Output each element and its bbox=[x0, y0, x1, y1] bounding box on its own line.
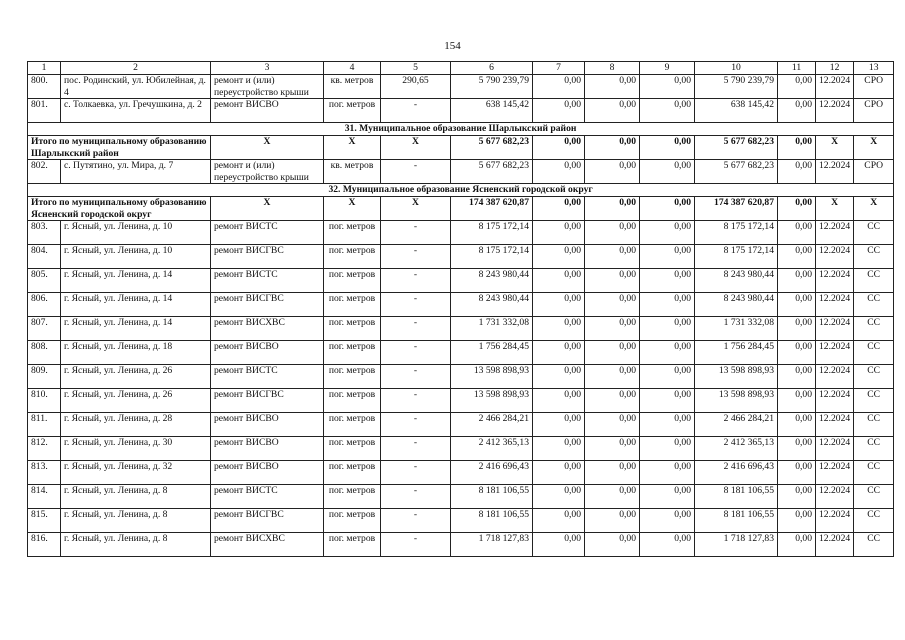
table-row bbox=[28, 221, 894, 245]
work-type-cell: ремонт ВИСВО bbox=[211, 461, 324, 485]
amount-cell-8: 0,00 bbox=[585, 389, 640, 413]
amount-cell-9: 0,00 bbox=[640, 509, 695, 533]
method-cell: СС bbox=[854, 293, 894, 317]
total-cost-cell: 2 466 284,21 bbox=[451, 413, 533, 437]
amount-cell-10: 8 243 980,44 bbox=[695, 293, 778, 317]
date-cell: 12.2024 bbox=[816, 461, 854, 485]
method-cell: СРО bbox=[854, 160, 894, 184]
address-cell: г. Ясный, ул. Ленина, д. 14 bbox=[61, 317, 211, 341]
amount-cell-9: 0,00 bbox=[640, 160, 695, 184]
method-cell: СС bbox=[854, 365, 894, 389]
amount-cell-7: 0,00 bbox=[533, 509, 585, 533]
unit-cell: пог. метров bbox=[324, 269, 381, 293]
amount-cell-9: 0,00 bbox=[640, 245, 695, 269]
amount-cell-8: 0,00 bbox=[585, 136, 640, 160]
amount-cell-8: 0,00 bbox=[585, 245, 640, 269]
amount-cell-11: 0,00 bbox=[778, 389, 816, 413]
amount-cell-7: 0,00 bbox=[533, 136, 585, 160]
work-type-cell: ремонт ВИСВО bbox=[211, 437, 324, 461]
amount-cell-9: 0,00 bbox=[640, 75, 695, 99]
total-cost-cell: 8 175 172,14 bbox=[451, 245, 533, 269]
amount-cell-7: 0,00 bbox=[533, 389, 585, 413]
amount-cell-8: 0,00 bbox=[585, 485, 640, 509]
capital-repair-table bbox=[27, 61, 894, 557]
amount-cell-7: 0,00 bbox=[533, 413, 585, 437]
address-cell: г. Ясный, ул. Ленина, д. 32 bbox=[61, 461, 211, 485]
date-cell: 12.2024 bbox=[816, 221, 854, 245]
amount-cell-9: 0,00 bbox=[640, 317, 695, 341]
amount-cell-11: 0,00 bbox=[778, 485, 816, 509]
amount-cell-10: 1 756 284,45 bbox=[695, 341, 778, 365]
method-cell: СС bbox=[854, 317, 894, 341]
quantity-cell: Х bbox=[381, 197, 451, 221]
amount-cell-9: 0,00 bbox=[640, 269, 695, 293]
row-number: 810. bbox=[28, 389, 61, 413]
amount-cell-11: 0,00 bbox=[778, 317, 816, 341]
total-cost-cell: 174 387 620,87 bbox=[451, 197, 533, 221]
quantity-cell: - bbox=[381, 269, 451, 293]
amount-cell-7: 0,00 bbox=[533, 341, 585, 365]
amount-cell-7: 0,00 bbox=[533, 75, 585, 99]
total-cost-cell: 5 790 239,79 bbox=[451, 75, 533, 99]
table-row bbox=[28, 99, 894, 123]
address-cell: г. Ясный, ул. Ленина, д. 26 bbox=[61, 389, 211, 413]
table-row bbox=[28, 533, 894, 557]
column-number-row bbox=[28, 62, 894, 75]
total-cost-cell: 8 181 106,55 bbox=[451, 485, 533, 509]
subtotal-row bbox=[28, 197, 894, 221]
address-cell: г. Ясный, ул. Ленина, д. 30 bbox=[61, 437, 211, 461]
amount-cell-10: 5 677 682,23 bbox=[695, 160, 778, 184]
amount-cell-11: 0,00 bbox=[778, 509, 816, 533]
amount-cell-10: 5 677 682,23 bbox=[695, 136, 778, 160]
amount-cell-9: 0,00 bbox=[640, 341, 695, 365]
row-number: 812. bbox=[28, 437, 61, 461]
subtotal-label: Итого по муниципальному образованию Шарлыкский район bbox=[28, 136, 211, 160]
quantity-cell: - bbox=[381, 160, 451, 184]
total-cost-cell: 1 731 332,08 bbox=[451, 317, 533, 341]
method-cell: СС bbox=[854, 533, 894, 557]
amount-cell-11: 0,00 bbox=[778, 365, 816, 389]
address-cell: г. Ясный, ул. Ленина, д. 14 bbox=[61, 293, 211, 317]
amount-cell-9: 0,00 bbox=[640, 293, 695, 317]
quantity-cell: - bbox=[381, 365, 451, 389]
total-cost-cell: 2 412 365,13 bbox=[451, 437, 533, 461]
amount-cell-8: 0,00 bbox=[585, 365, 640, 389]
table-row bbox=[28, 269, 894, 293]
row-number: 806. bbox=[28, 293, 61, 317]
quantity-cell: - bbox=[381, 245, 451, 269]
col-number-8: 8 bbox=[585, 62, 640, 75]
amount-cell-11: 0,00 bbox=[778, 413, 816, 437]
col-number-1: 1 bbox=[28, 62, 61, 75]
total-cost-cell: 8 181 106,55 bbox=[451, 509, 533, 533]
quantity-cell: - bbox=[381, 413, 451, 437]
quantity-cell: - bbox=[381, 485, 451, 509]
work-type-cell: ремонт ВИСГВС bbox=[211, 389, 324, 413]
method-cell: СС bbox=[854, 221, 894, 245]
unit-cell: пог. метров bbox=[324, 533, 381, 557]
amount-cell-10: 638 145,42 bbox=[695, 99, 778, 123]
amount-cell-11: 0,00 bbox=[778, 461, 816, 485]
subtotal-label: Итого по муниципальному образованию Ясненский городской округ bbox=[28, 197, 211, 221]
col-number-13: 13 bbox=[854, 62, 894, 75]
amount-cell-7: 0,00 bbox=[533, 437, 585, 461]
amount-cell-7: 0,00 bbox=[533, 293, 585, 317]
work-type-cell: ремонт ВИСТС bbox=[211, 485, 324, 509]
amount-cell-7: 0,00 bbox=[533, 99, 585, 123]
date-cell: 12.2024 bbox=[816, 341, 854, 365]
amount-cell-11: 0,00 bbox=[778, 437, 816, 461]
address-cell: с. Путятино, ул. Мира, д. 7 bbox=[61, 160, 211, 184]
amount-cell-8: 0,00 bbox=[585, 437, 640, 461]
address-cell: г. Ясный, ул. Ленина, д. 10 bbox=[61, 221, 211, 245]
unit-cell: пог. метров bbox=[324, 245, 381, 269]
section-title: 32. Муниципальное образование Ясненский городской округ bbox=[28, 184, 894, 197]
row-number: 805. bbox=[28, 269, 61, 293]
quantity-cell: - bbox=[381, 389, 451, 413]
work-type-cell: ремонт ВИСВО bbox=[211, 99, 324, 123]
method-cell: СС bbox=[854, 269, 894, 293]
amount-cell-8: 0,00 bbox=[585, 413, 640, 437]
amount-cell-10: 8 243 980,44 bbox=[695, 269, 778, 293]
amount-cell-9: 0,00 bbox=[640, 485, 695, 509]
quantity-cell: - bbox=[381, 221, 451, 245]
amount-cell-7: 0,00 bbox=[533, 485, 585, 509]
date-cell: Х bbox=[816, 136, 854, 160]
address-cell: г. Ясный, ул. Ленина, д. 28 bbox=[61, 413, 211, 437]
unit-cell: пог. метров bbox=[324, 389, 381, 413]
col-number-11: 11 bbox=[778, 62, 816, 75]
unit-cell: пог. метров bbox=[324, 437, 381, 461]
amount-cell-7: 0,00 bbox=[533, 160, 585, 184]
amount-cell-10: 8 175 172,14 bbox=[695, 245, 778, 269]
total-cost-cell: 5 677 682,23 bbox=[451, 160, 533, 184]
amount-cell-9: 0,00 bbox=[640, 221, 695, 245]
method-cell: СС bbox=[854, 461, 894, 485]
table-row bbox=[28, 341, 894, 365]
work-type-cell: Х bbox=[211, 136, 324, 160]
date-cell: Х bbox=[816, 197, 854, 221]
date-cell: 12.2024 bbox=[816, 245, 854, 269]
row-number: 813. bbox=[28, 461, 61, 485]
unit-cell: кв. метров bbox=[324, 75, 381, 99]
total-cost-cell: 8 175 172,14 bbox=[451, 221, 533, 245]
col-number-2: 2 bbox=[61, 62, 211, 75]
col-number-10: 10 bbox=[695, 62, 778, 75]
amount-cell-9: 0,00 bbox=[640, 461, 695, 485]
section-header-row bbox=[28, 123, 894, 136]
table-row bbox=[28, 365, 894, 389]
quantity-cell: - bbox=[381, 99, 451, 123]
row-number: 804. bbox=[28, 245, 61, 269]
col-number-12: 12 bbox=[816, 62, 854, 75]
work-type-cell: ремонт и (или) переустройство крыши bbox=[211, 160, 324, 184]
row-number: 815. bbox=[28, 509, 61, 533]
amount-cell-10: 8 175 172,14 bbox=[695, 221, 778, 245]
address-cell: г. Ясный, ул. Ленина, д. 8 bbox=[61, 485, 211, 509]
address-cell: г. Ясный, ул. Ленина, д. 10 bbox=[61, 245, 211, 269]
amount-cell-9: 0,00 bbox=[640, 136, 695, 160]
table-row bbox=[28, 317, 894, 341]
address-cell: г. Ясный, ул. Ленина, д. 14 bbox=[61, 269, 211, 293]
date-cell: 12.2024 bbox=[816, 485, 854, 509]
method-cell: СС bbox=[854, 437, 894, 461]
table-body bbox=[28, 62, 894, 557]
work-type-cell: ремонт и (или) переустройство крыши bbox=[211, 75, 324, 99]
date-cell: 12.2024 bbox=[816, 365, 854, 389]
quantity-cell: - bbox=[381, 293, 451, 317]
table-row bbox=[28, 413, 894, 437]
amount-cell-10: 1 731 332,08 bbox=[695, 317, 778, 341]
work-type-cell: ремонт ВИСТС bbox=[211, 269, 324, 293]
method-cell: СС bbox=[854, 485, 894, 509]
table-row bbox=[28, 437, 894, 461]
total-cost-cell: 13 598 898,93 bbox=[451, 365, 533, 389]
section-title: 31. Муниципальное образование Шарлыкский район bbox=[28, 123, 894, 136]
amount-cell-10: 8 181 106,55 bbox=[695, 485, 778, 509]
unit-cell: пог. метров bbox=[324, 461, 381, 485]
amount-cell-10: 2 466 284,21 bbox=[695, 413, 778, 437]
amount-cell-8: 0,00 bbox=[585, 341, 640, 365]
amount-cell-7: 0,00 bbox=[533, 461, 585, 485]
method-cell: СС bbox=[854, 245, 894, 269]
amount-cell-8: 0,00 bbox=[585, 533, 640, 557]
amount-cell-11: 0,00 bbox=[778, 197, 816, 221]
col-number-9: 9 bbox=[640, 62, 695, 75]
col-number-6: 6 bbox=[451, 62, 533, 75]
address-cell: г. Ясный, ул. Ленина, д. 8 bbox=[61, 509, 211, 533]
work-type-cell: ремонт ВИСТС bbox=[211, 221, 324, 245]
amount-cell-9: 0,00 bbox=[640, 413, 695, 437]
table-row bbox=[28, 160, 894, 184]
amount-cell-9: 0,00 bbox=[640, 365, 695, 389]
section-header-row bbox=[28, 184, 894, 197]
unit-cell: пог. метров bbox=[324, 413, 381, 437]
amount-cell-10: 13 598 898,93 bbox=[695, 365, 778, 389]
row-number: 809. bbox=[28, 365, 61, 389]
method-cell: СС bbox=[854, 341, 894, 365]
row-number: 814. bbox=[28, 485, 61, 509]
amount-cell-7: 0,00 bbox=[533, 533, 585, 557]
address-cell: г. Ясный, ул. Ленина, д. 18 bbox=[61, 341, 211, 365]
col-number-5: 5 bbox=[381, 62, 451, 75]
date-cell: 12.2024 bbox=[816, 437, 854, 461]
total-cost-cell: 638 145,42 bbox=[451, 99, 533, 123]
amount-cell-9: 0,00 bbox=[640, 389, 695, 413]
row-number: 816. bbox=[28, 533, 61, 557]
col-number-4: 4 bbox=[324, 62, 381, 75]
amount-cell-7: 0,00 bbox=[533, 197, 585, 221]
amount-cell-10: 8 181 106,55 bbox=[695, 509, 778, 533]
method-cell: СС bbox=[854, 509, 894, 533]
date-cell: 12.2024 bbox=[816, 413, 854, 437]
amount-cell-7: 0,00 bbox=[533, 269, 585, 293]
work-type-cell: ремонт ВИСТС bbox=[211, 365, 324, 389]
row-number: 802. bbox=[28, 160, 61, 184]
amount-cell-11: 0,00 bbox=[778, 160, 816, 184]
amount-cell-8: 0,00 bbox=[585, 317, 640, 341]
amount-cell-11: 0,00 bbox=[778, 293, 816, 317]
table-row bbox=[28, 461, 894, 485]
date-cell: 12.2024 bbox=[816, 317, 854, 341]
address-cell: г. Ясный, ул. Ленина, д. 8 bbox=[61, 533, 211, 557]
work-type-cell: ремонт ВИСГВС bbox=[211, 293, 324, 317]
quantity-cell: Х bbox=[381, 136, 451, 160]
amount-cell-8: 0,00 bbox=[585, 75, 640, 99]
unit-cell: кв. метров bbox=[324, 160, 381, 184]
date-cell: 12.2024 bbox=[816, 160, 854, 184]
row-number: 803. bbox=[28, 221, 61, 245]
row-number: 800. bbox=[28, 75, 61, 99]
total-cost-cell: 13 598 898,93 bbox=[451, 389, 533, 413]
method-cell: СС bbox=[854, 413, 894, 437]
unit-cell: пог. метров bbox=[324, 99, 381, 123]
amount-cell-7: 0,00 bbox=[533, 221, 585, 245]
subtotal-row bbox=[28, 136, 894, 160]
date-cell: 12.2024 bbox=[816, 293, 854, 317]
method-cell: СРО bbox=[854, 75, 894, 99]
unit-cell: пог. метров bbox=[324, 485, 381, 509]
amount-cell-8: 0,00 bbox=[585, 99, 640, 123]
amount-cell-10: 5 790 239,79 bbox=[695, 75, 778, 99]
row-number: 808. bbox=[28, 341, 61, 365]
table-row bbox=[28, 245, 894, 269]
unit-cell: Х bbox=[324, 197, 381, 221]
date-cell: 12.2024 bbox=[816, 509, 854, 533]
quantity-cell: - bbox=[381, 437, 451, 461]
total-cost-cell: 8 243 980,44 bbox=[451, 293, 533, 317]
amount-cell-10: 174 387 620,87 bbox=[695, 197, 778, 221]
amount-cell-8: 0,00 bbox=[585, 461, 640, 485]
amount-cell-7: 0,00 bbox=[533, 365, 585, 389]
row-number: 801. bbox=[28, 99, 61, 123]
unit-cell: пог. метров bbox=[324, 221, 381, 245]
date-cell: 12.2024 bbox=[816, 269, 854, 293]
unit-cell: пог. метров bbox=[324, 365, 381, 389]
amount-cell-11: 0,00 bbox=[778, 221, 816, 245]
table-row bbox=[28, 75, 894, 99]
row-number: 807. bbox=[28, 317, 61, 341]
amount-cell-11: 0,00 bbox=[778, 533, 816, 557]
page-number: 154 bbox=[444, 40, 461, 52]
quantity-cell: - bbox=[381, 317, 451, 341]
quantity-cell: - bbox=[381, 461, 451, 485]
col-number-3: 3 bbox=[211, 62, 324, 75]
total-cost-cell: 8 243 980,44 bbox=[451, 269, 533, 293]
table-row bbox=[28, 485, 894, 509]
amount-cell-10: 2 412 365,13 bbox=[695, 437, 778, 461]
work-type-cell: ремонт ВИСХВС bbox=[211, 317, 324, 341]
amount-cell-8: 0,00 bbox=[585, 293, 640, 317]
amount-cell-11: 0,00 bbox=[778, 75, 816, 99]
amount-cell-8: 0,00 bbox=[585, 269, 640, 293]
amount-cell-10: 13 598 898,93 bbox=[695, 389, 778, 413]
address-cell: пос. Родинский, ул. Юбилейная, д. 4 bbox=[61, 75, 211, 99]
method-cell: Х bbox=[854, 197, 894, 221]
work-type-cell: ремонт ВИСВО bbox=[211, 341, 324, 365]
date-cell: 12.2024 bbox=[816, 389, 854, 413]
unit-cell: пог. метров bbox=[324, 509, 381, 533]
amount-cell-11: 0,00 bbox=[778, 99, 816, 123]
table-row bbox=[28, 293, 894, 317]
total-cost-cell: 2 416 696,43 bbox=[451, 461, 533, 485]
unit-cell: пог. метров bbox=[324, 293, 381, 317]
quantity-cell: - bbox=[381, 533, 451, 557]
amount-cell-11: 0,00 bbox=[778, 245, 816, 269]
table-row bbox=[28, 509, 894, 533]
total-cost-cell: 5 677 682,23 bbox=[451, 136, 533, 160]
amount-cell-11: 0,00 bbox=[778, 341, 816, 365]
method-cell: СС bbox=[854, 389, 894, 413]
method-cell: Х bbox=[854, 136, 894, 160]
amount-cell-9: 0,00 bbox=[640, 99, 695, 123]
amount-cell-7: 0,00 bbox=[533, 317, 585, 341]
unit-cell: Х bbox=[324, 136, 381, 160]
col-number-7: 7 bbox=[533, 62, 585, 75]
amount-cell-10: 1 718 127,83 bbox=[695, 533, 778, 557]
amount-cell-8: 0,00 bbox=[585, 509, 640, 533]
quantity-cell: - bbox=[381, 341, 451, 365]
quantity-cell: 290,65 bbox=[381, 75, 451, 99]
unit-cell: пог. метров bbox=[324, 341, 381, 365]
date-cell: 12.2024 bbox=[816, 99, 854, 123]
amount-cell-8: 0,00 bbox=[585, 221, 640, 245]
date-cell: 12.2024 bbox=[816, 533, 854, 557]
address-cell: г. Ясный, ул. Ленина, д. 26 bbox=[61, 365, 211, 389]
total-cost-cell: 1 756 284,45 bbox=[451, 341, 533, 365]
total-cost-cell: 1 718 127,83 bbox=[451, 533, 533, 557]
amount-cell-8: 0,00 bbox=[585, 197, 640, 221]
amount-cell-9: 0,00 bbox=[640, 197, 695, 221]
date-cell: 12.2024 bbox=[816, 75, 854, 99]
unit-cell: пог. метров bbox=[324, 317, 381, 341]
quantity-cell: - bbox=[381, 509, 451, 533]
amount-cell-9: 0,00 bbox=[640, 437, 695, 461]
row-number: 811. bbox=[28, 413, 61, 437]
amount-cell-9: 0,00 bbox=[640, 533, 695, 557]
work-type-cell: ремонт ВИСГВС bbox=[211, 509, 324, 533]
amount-cell-11: 0,00 bbox=[778, 136, 816, 160]
amount-cell-10: 2 416 696,43 bbox=[695, 461, 778, 485]
amount-cell-8: 0,00 bbox=[585, 160, 640, 184]
table-row bbox=[28, 389, 894, 413]
work-type-cell: Х bbox=[211, 197, 324, 221]
work-type-cell: ремонт ВИСХВС bbox=[211, 533, 324, 557]
work-type-cell: ремонт ВИСГВС bbox=[211, 245, 324, 269]
work-type-cell: ремонт ВИСВО bbox=[211, 413, 324, 437]
method-cell: СРО bbox=[854, 99, 894, 123]
address-cell: с. Толкаевка, ул. Гречушкина, д. 2 bbox=[61, 99, 211, 123]
amount-cell-7: 0,00 bbox=[533, 245, 585, 269]
amount-cell-11: 0,00 bbox=[778, 269, 816, 293]
